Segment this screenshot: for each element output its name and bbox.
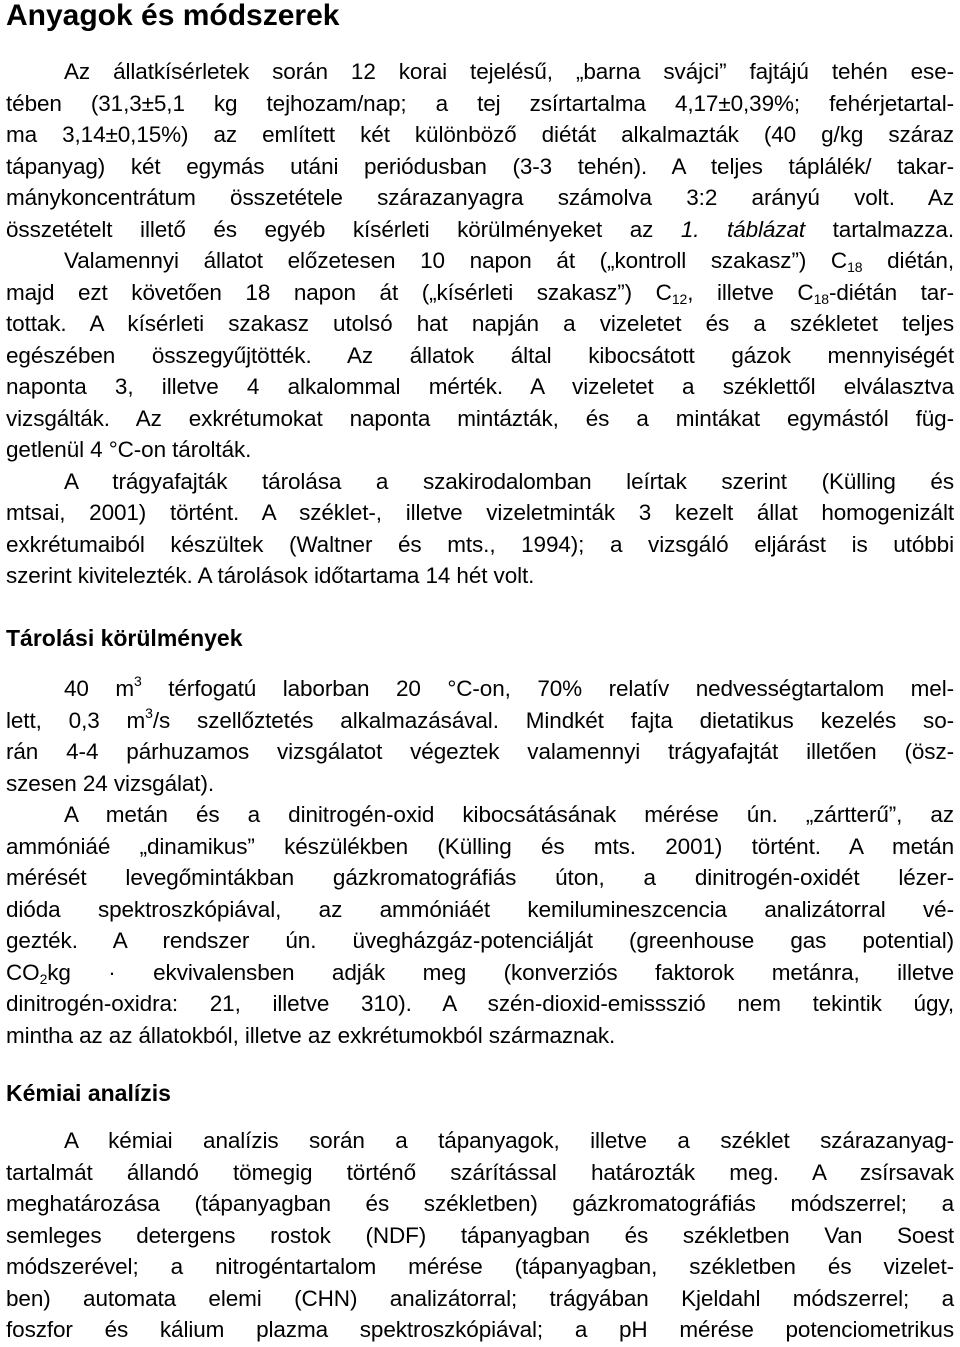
section-heading-storage: Tárolási körülmények bbox=[6, 625, 243, 651]
text-line: foszfor és kálium plazma spektroszkópiával; a pH mérése potenciometrikus bbox=[6, 1317, 954, 1342]
text-line: rán 4-4 párhuzamos vizsgálatot végeztek valamennyi trágyafajtát illetően (ösz- bbox=[6, 739, 954, 764]
text-line: tében (31,3±5,1 kg tejhozam/nap; a tej zsírtartalma 4,17±0,39%; fehérjetartal- bbox=[6, 90, 954, 116]
text-line: vizsgálták. Az exkrétumokat naponta mintázták, és a mintákat egymástól füg- bbox=[6, 405, 954, 431]
text-line: gezték. A rendszer ún. üvegházgáz-potenciálját (greenhouse gas potential) bbox=[6, 928, 954, 953]
text-line: szesen 24 vizsgálat). bbox=[6, 770, 215, 796]
text-line: dióda spektroszkópiával, az ammóniáét kemilumineszcencia analizátorral vé- bbox=[6, 896, 954, 922]
section-heading-chemical: Kémiai analízis bbox=[6, 1080, 171, 1106]
text-line: Valamennyi állatot előzetesen 10 napon át („kontroll szakasz”) $C_{18}$ diétán, bbox=[64, 248, 954, 275]
text-line: dinitrogén-oxidra: 21, illetve 310). A szén-dioxid-emissszió nem tekintik úgy, bbox=[6, 991, 954, 1016]
storage-paragraph bbox=[6, 673, 954, 1051]
text-line: semleges detergens rostok (NDF) tápanyagban és székletben Van Soest bbox=[6, 1222, 954, 1248]
text-line: mtsai, 2001) történt. A széklet-, illetve vizeletminták 3 kezelt állat homogenizált bbox=[6, 500, 954, 525]
text-line: mintha az az állatokból, illetve az exkrétumokból származnak. bbox=[6, 1022, 616, 1048]
text-line: meghatározása (tápanyagban és székletben) gázkromatográfiás módszerrel; a bbox=[6, 1191, 954, 1216]
text-line: szerint kivitelezték. A tárolások időtartama 14 hét volt. bbox=[6, 563, 535, 588]
text-line: Az állatkísérletek során 12 korai tejelésű, „barna svájci” fajtájú tehén ese- bbox=[64, 59, 954, 84]
text-line: egészében összegyűjtötték. Az állatok által kibocsátott gázok mennyiségét bbox=[6, 342, 954, 368]
chemical-paragraph bbox=[6, 1125, 954, 1346]
table-reference: 1. táblázat bbox=[680, 216, 806, 242]
text-line: mérését levegőmintákban gázkromatográfiás úton, a dinitrogén-oxidét lézer- bbox=[6, 865, 954, 890]
text-line: tápanyag) két egymás utáni periódusban (3-3 tehén). A teljes táplálék/ takar- bbox=[6, 153, 954, 179]
text-line: A kémiai analízis során a tápanyagok, illetve a széklet szárazanyag- bbox=[64, 1128, 954, 1153]
text-line: A metán és a dinitrogén-oxid kibocsátásának mérése ún. „zártterű”, az bbox=[64, 802, 954, 827]
text-line: exkrétumaiból készültek (Waltner és mts., 1994); a vizsgáló eljárást is utóbbi bbox=[6, 531, 954, 557]
text-line: $CO_2kg$ · ekvivalensben adják meg (konverziós faktorok metánra, illetve bbox=[6, 959, 954, 987]
text-line: mánykoncentrátum összetétele szárazanyagra számolva 3:2 arányú volt. Az bbox=[6, 185, 954, 210]
text-line: ammóniáé „dinamikus” készülékben (Külling és mts. 2001) történt. A metán bbox=[6, 833, 954, 859]
text-line: ben) automata elemi (CHN) analizátorral; trágyában Kjeldahl módszerrel; a bbox=[6, 1285, 954, 1311]
text-line: ma 3,14±0,15%) az említett két különböző diétát alkalmazták (40 g/kg száraz bbox=[6, 122, 954, 147]
text-line: naponta 3, illetve 4 alkalommal mérték. A vizeletet a széklettől elválasztva bbox=[6, 374, 954, 399]
methods-paragraph bbox=[6, 56, 954, 592]
text-line: összetételt illető és egyéb kísérleti körülményeket az 1. táblázat tartalmazza. bbox=[6, 216, 954, 242]
page-title: Anyagok és módszerek bbox=[6, 0, 340, 32]
text-line: A trágyafajták tárolása a szakirodalomban leírtak szerint (Külling és bbox=[64, 468, 954, 494]
text-line: módszerével; a nitrogéntartalom mérése (tápanyagban, székletben és vizelet- bbox=[6, 1254, 954, 1279]
text-line: getlenül 4 °C-on tárolták. bbox=[6, 437, 252, 462]
text-line: lett, 0,3 $m^3/s$ szellőztetés alkalmazásával. Mindkét fajta dietatikus kezelés so- bbox=[6, 704, 954, 733]
text-line: tartalmát állandó tömegig történő szárítással határozták meg. A zsírsavak bbox=[6, 1159, 954, 1185]
text-line: majd ezt követően 18 napon át („kísérleti szakasz”) $C_{12}$, illetve $C_{18}$-diétán tar- bbox=[6, 279, 954, 307]
text-line: 40 $m^3$ térfogatú laborban 20 °C-on, 70% relatív nedvességtartalom mel- bbox=[64, 673, 954, 701]
text-line: tottak. A kísérleti szakasz utolsó hat napján a vizeletet és a székletet teljes bbox=[6, 311, 954, 336]
